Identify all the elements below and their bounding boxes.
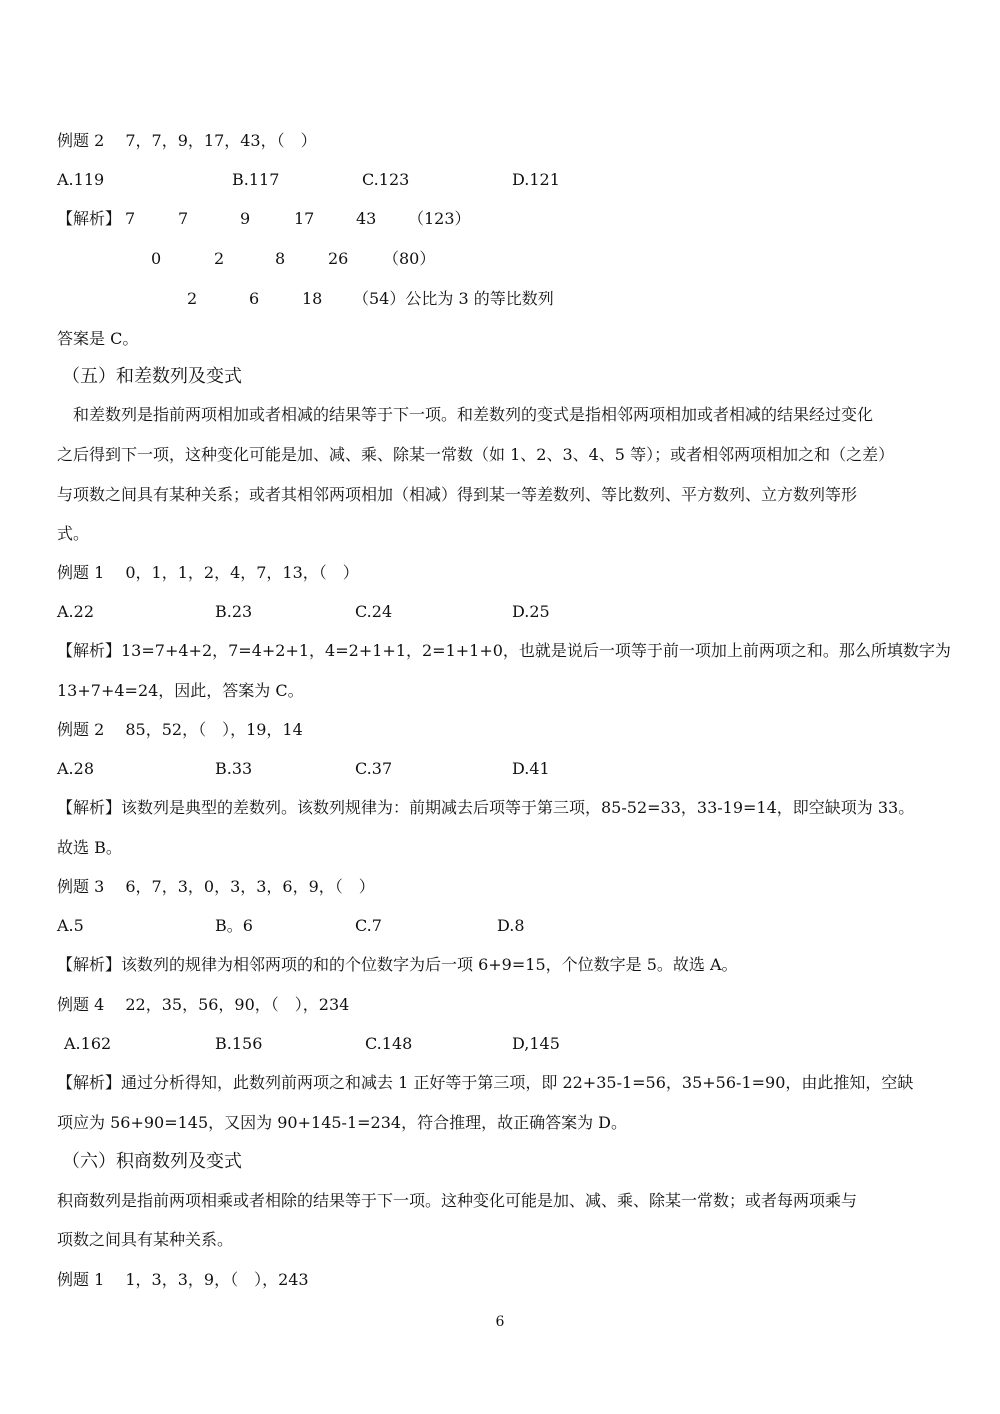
option-a: A.22 <box>57 602 94 621</box>
example-title: 例题 1 1，3，3，9，（ ），243 <box>57 1270 309 1289</box>
answer-line: 答案是 C。 <box>57 329 139 348</box>
analysis-line: 13+7+4=24，因此，答案为 C。 <box>57 681 304 700</box>
options-row <box>57 915 757 937</box>
example-title: 例题 4 22，35，56，90，（ ），234 <box>57 995 350 1014</box>
analysis-line: 【解析】13=7+4+2，7=4+2+1，4=2+1+1，2=1+1+0，也就是说后一项等于前一项加上前两项之和。那么所填数字为 <box>57 641 951 660</box>
section-heading: （五）和差数列及变式 <box>62 366 242 387</box>
option-d: D.121 <box>512 170 560 189</box>
sequence-term: （123） <box>408 209 471 228</box>
options-row <box>57 1033 757 1055</box>
option-d: D.8 <box>497 916 525 935</box>
sequence-term: 43 <box>356 209 377 228</box>
option-b: B.33 <box>215 759 253 778</box>
option-b: B.23 <box>215 602 253 621</box>
ratio-term: 6 <box>249 289 260 308</box>
option-c: C.37 <box>355 759 393 778</box>
difference-term: 26 <box>328 249 349 268</box>
option-c: C.7 <box>355 916 382 935</box>
example-title: 例题 2 85，52，（ ），19，14 <box>57 720 303 739</box>
difference-term: 0 <box>151 249 162 268</box>
difference-term: （80） <box>383 249 436 268</box>
option-b: B.156 <box>215 1034 263 1053</box>
sequence-term: 7 <box>178 209 189 228</box>
analysis-label: 【解析】 <box>57 209 122 228</box>
paragraph-line: 之后得到下一项，这种变化可能是加、减、乘、除某一常数（如 1、2、3、4、5 等）；或者相邻两项相加之和（之差） <box>57 445 895 464</box>
option-b: B。6 <box>215 916 253 935</box>
paragraph-line: 积商数列是指前两项相乘或者相除的结果等于下一项。这种变化可能是加、减、乘、除某一常数；或者每两项乘与 <box>57 1191 858 1210</box>
section-heading: （六）积商数列及变式 <box>62 1151 242 1172</box>
analysis-line: 【解析】该数列的规律为相邻两项的和的个位数字为后一项 6+9=15，个位数字是 5。故选 A。 <box>57 955 738 974</box>
paragraph-line: 与项数之间具有某种关系；或者其相邻两项相加（相减）得到某一等差数列、等比数列、平方数列、立方数列等形 <box>57 485 858 504</box>
ratio-term: （54）公比为 3 的等比数列 <box>353 289 554 308</box>
page-number: 6 <box>495 1314 505 1330</box>
difference-term: 2 <box>214 249 225 268</box>
option-b: B.117 <box>232 170 280 189</box>
options-row <box>57 169 757 191</box>
option-c: C.24 <box>355 602 393 621</box>
sequence-term: 17 <box>294 209 315 228</box>
options-row <box>57 601 757 623</box>
paragraph-line: 项数之间具有某种关系。 <box>57 1230 234 1249</box>
analysis-line: 【解析】该数列是典型的差数列。该数列规律为：前期减去后项等于第三项，85-52=33，33-19=14，即空缺项为 33。 <box>57 798 915 817</box>
sequence-term: 9 <box>240 209 251 228</box>
ratio-term: 2 <box>187 289 198 308</box>
option-d: D.41 <box>512 759 550 778</box>
example-title: 例题 2 7，7，9，17，43，（ ） <box>57 131 317 150</box>
example-title: 例题 1 0，1，1，2，4，7，13，（ ） <box>57 563 359 582</box>
option-a: A.162 <box>64 1034 112 1053</box>
options-row <box>57 758 757 780</box>
difference-term: 8 <box>275 249 286 268</box>
option-a: A.28 <box>57 759 94 778</box>
sequence-term: 7 <box>125 209 136 228</box>
analysis-line: 故选 B。 <box>57 838 122 857</box>
paragraph-line: 和差数列是指前两项相加或者相减的结果等于下一项。和差数列的变式是指相邻两项相加或者相减的结果经过变化 <box>57 405 874 424</box>
ratio-term: 18 <box>302 289 323 308</box>
option-c: C.148 <box>365 1034 413 1053</box>
option-c: C.123 <box>362 170 410 189</box>
example-title: 例题 3 6，7，3，0，3，3，6，9，（ ） <box>57 877 375 896</box>
paragraph-line: 式。 <box>57 524 90 543</box>
analysis-line: 项应为 56+90=145，又因为 90+145-1=234，符合推理，故正确答案为 D。 <box>57 1113 627 1132</box>
option-a: A.119 <box>57 170 105 189</box>
option-d: D,145 <box>512 1034 560 1053</box>
option-a: A.5 <box>57 916 84 935</box>
option-d: D.25 <box>512 602 550 621</box>
analysis-line: 【解析】通过分析得知，此数列前两项之和减去 1 正好等于第三项，即 22+35-1=56，35+56-1=90，由此推知，空缺 <box>57 1073 914 1092</box>
